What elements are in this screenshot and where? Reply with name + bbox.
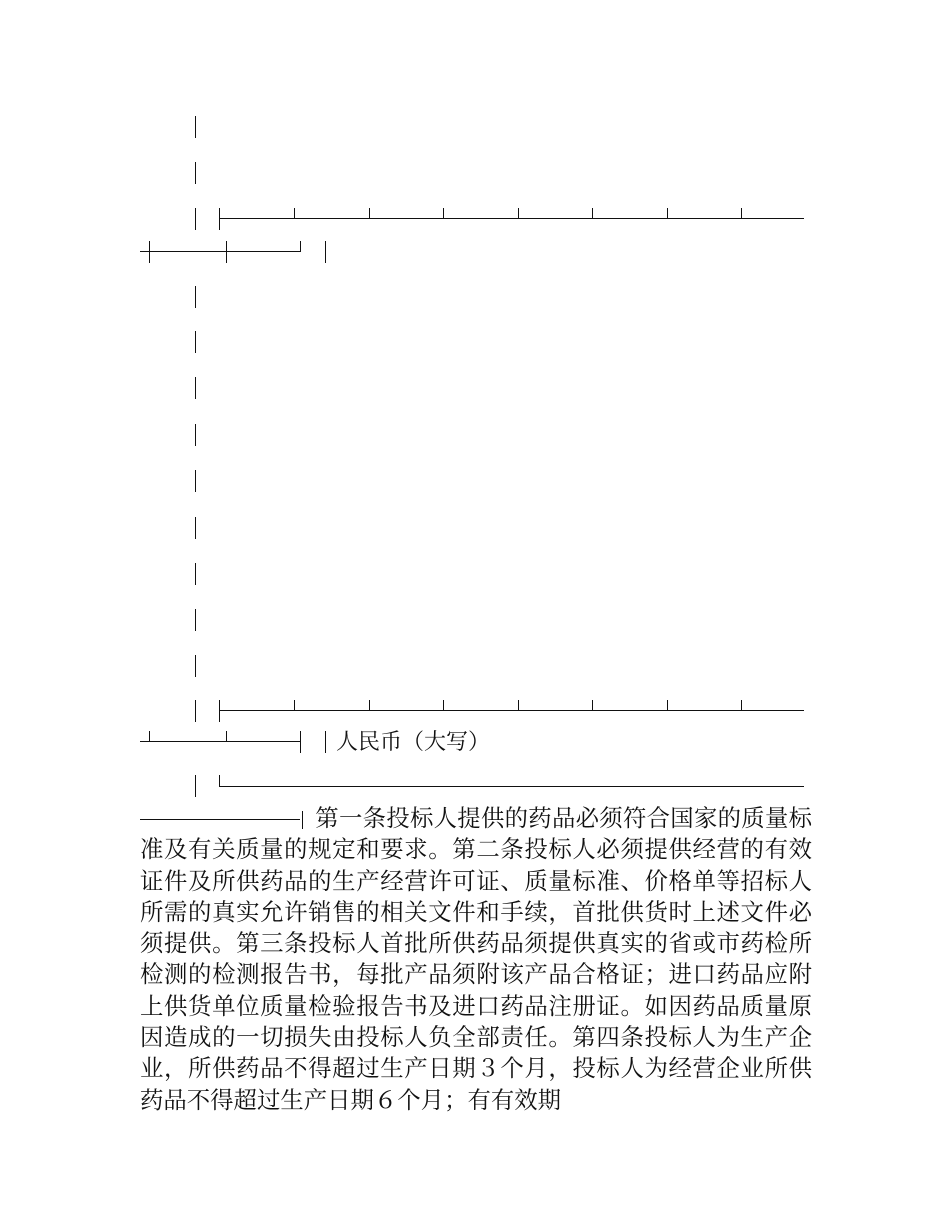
rule-tick [741, 208, 742, 219]
rule-line [140, 819, 300, 821]
rule-tick [294, 700, 295, 711]
rule-line [219, 786, 804, 787]
rule-edge [219, 700, 220, 722]
border-segment [195, 655, 196, 677]
border-segment [195, 470, 196, 492]
clauses-text: 第一条投标人提供的药品必须符合国家的质量标准及有关质量的规定和要求。第二条投标人必须提供经营的有效证件及所供药品的生产经营许可证、质量标准、价格单等招标人所需的真实允许销售的相关文件和手续，首批供货时上述文件必须提供。第三条投标人首批所供药品须提供真实的省或市药检所检测的检测报告书，每批产品须附该产品合格证；进口药品应附上供货单位质量检验报告书及进口药品注册证。如因药品质量原因造成的一切损失由投标人负全部责任。第四条投标人为生产企业，所供药品不得超过生产日期３个月，投标人为经营企业所供药品不得超过生产日期６个月；有有效期 [140, 804, 812, 1114]
border-segment [325, 241, 326, 263]
border-segment [195, 377, 196, 399]
border-segment [195, 609, 196, 631]
rule-tick [741, 700, 742, 711]
border-segment [195, 331, 196, 353]
border-segment [195, 208, 196, 230]
border-segment [195, 424, 196, 446]
contract-clauses [140, 803, 812, 1116]
rule-edge [302, 811, 303, 829]
rule-tick [149, 731, 150, 742]
rule-tick [369, 700, 370, 711]
border-segment [325, 731, 326, 753]
currency-label: 人民币（大写） [336, 730, 491, 755]
rule-tick [294, 208, 295, 219]
border-segment [195, 563, 196, 585]
rule-tick [226, 241, 227, 263]
rule-tick [443, 700, 444, 711]
rule-edge [300, 241, 301, 252]
rule-line [140, 741, 300, 742]
rule-tick [226, 731, 227, 742]
rule-edge [219, 208, 220, 230]
rule-edge [219, 775, 220, 786]
rule-tick [667, 208, 668, 219]
rule-tick [667, 700, 668, 711]
border-segment [195, 775, 196, 797]
rule-tick [592, 700, 593, 711]
rule-line [219, 218, 804, 219]
rule-tick [443, 208, 444, 219]
border-segment [195, 286, 196, 308]
rule-tick [592, 208, 593, 219]
rule-line [219, 710, 804, 711]
rule-tick [369, 208, 370, 219]
border-segment [195, 116, 196, 138]
rule-line [140, 251, 300, 252]
border-segment [195, 700, 196, 722]
rule-tick [518, 208, 519, 219]
rule-tick [518, 700, 519, 711]
rule-tick [149, 241, 150, 263]
border-segment [195, 162, 196, 184]
rule-edge [300, 731, 301, 753]
border-segment [195, 517, 196, 539]
